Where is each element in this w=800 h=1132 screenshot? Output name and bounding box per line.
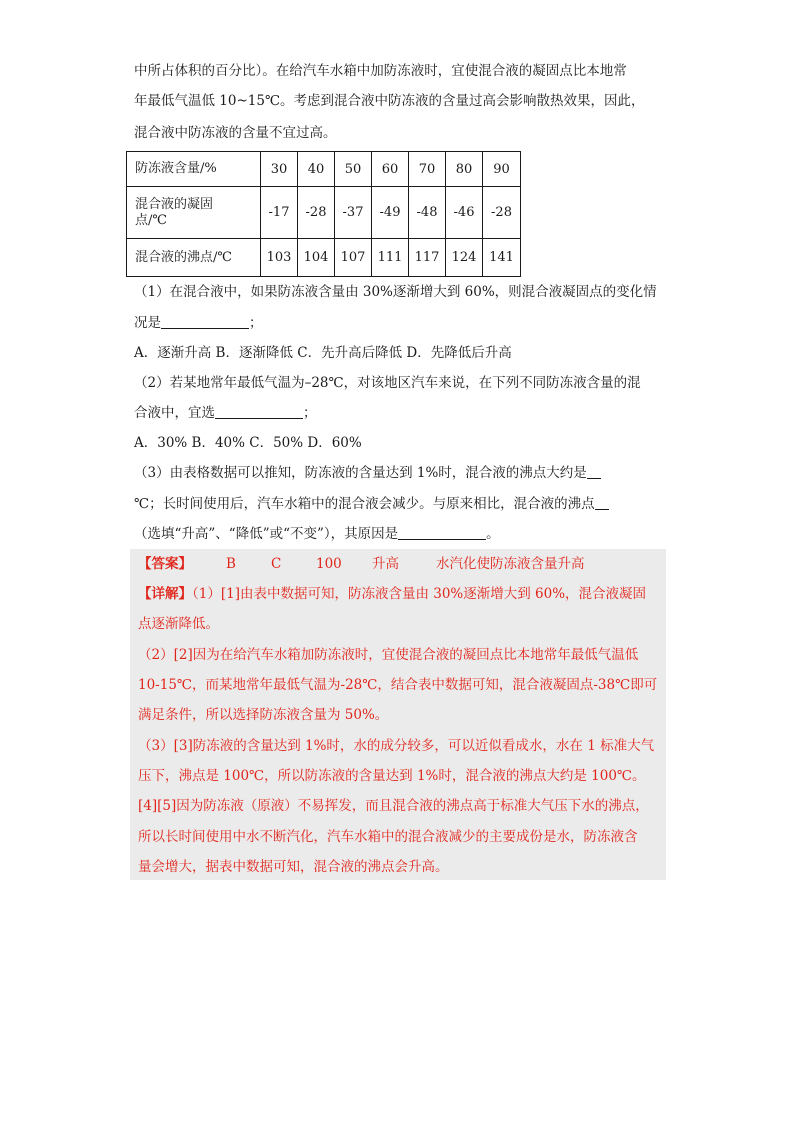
question-1-text: （1）在混合液中，如果防冻液含量由 30%逐渐增大到 60%，则混合液凝固点的变化情	[134, 284, 657, 300]
table-cell: 111	[372, 239, 409, 277]
table-row	[127, 239, 521, 277]
table-row	[127, 187, 521, 239]
explanation-line: 满足条件，所以选择防冻液含量为 50%。	[138, 707, 389, 723]
explanation-tag: 【详解】	[138, 586, 192, 602]
explanation-line: 10-15℃，而某地常年最低气温为-28℃，结合表中数据可知，混合液凝固点-38℃即可	[138, 677, 658, 693]
answer-blank[interactable]	[398, 525, 486, 540]
table-cell: 60	[372, 152, 409, 187]
table-cell: 90	[483, 152, 521, 187]
answer-tag: 【答案】	[138, 556, 192, 572]
table-cell: 70	[409, 152, 446, 187]
explanation-line: 量会增大，据表中数据可知，混合液的沸点会升高。	[138, 859, 449, 875]
explanation-line: 点逐渐降低。	[138, 616, 219, 632]
table-cell: -48	[409, 187, 446, 239]
table-cell: 107	[335, 239, 372, 277]
explanation-text: （1）[1]由表中数据可知，防冻液含量由 30%逐渐增大到 60%，混合液凝固	[192, 586, 647, 602]
table-row	[127, 152, 521, 187]
answer-blank[interactable]	[595, 495, 609, 510]
answer-item: 100	[316, 556, 342, 572]
table-cell: 103	[261, 239, 298, 277]
explanation-line: （2）[2]因为在给汽车水箱加防冻液时，宜使混合液的凝回点比本地常年最低气温低	[138, 647, 639, 663]
question-1-prompt	[134, 313, 263, 333]
row-header	[127, 187, 261, 239]
table-cell: 50	[335, 152, 372, 187]
answer-item: C	[271, 556, 282, 572]
question-3-text-c: （选填“升高”、“降低”或“不变”），其原因是	[134, 526, 399, 542]
explanation-line: 压下，沸点是 100℃，所以防冻液的含量达到 1%时，混合液的沸点大约是 100℃。	[138, 768, 646, 784]
table-cell: -17	[261, 187, 298, 239]
answer-item: 水汽化使防冻液含量升高	[436, 556, 585, 572]
table-cell: 141	[483, 239, 521, 277]
row-header: 混合液的沸点/℃	[127, 239, 261, 277]
question-2-options: A．30% B．40% C．50% D．60%	[134, 435, 362, 451]
question-3-text-c-line	[134, 524, 500, 544]
question-1-options: A．逐渐升高 B．逐渐降低 C．先升高后降低 D．先降低后升高	[134, 345, 512, 361]
punctuation: 。	[486, 526, 500, 542]
row-header-part: 混合液的凝固	[135, 196, 214, 212]
table-cell: -28	[298, 187, 335, 239]
answer-line	[138, 554, 658, 574]
table-cell: -28	[483, 187, 521, 239]
table-cell: 124	[446, 239, 483, 277]
answer-blank[interactable]	[161, 314, 249, 329]
table-cell: 40	[298, 152, 335, 187]
answer-item: 升高	[372, 556, 399, 572]
explanation-line: （3）[3]防冻液的含量达到 1%时，水的成分较多，可以近似看成水，水在 1 标准大气	[138, 738, 655, 754]
table-cell: -37	[335, 187, 372, 239]
table-cell: 30	[261, 152, 298, 187]
table-cell: -49	[372, 187, 409, 239]
punctuation: ；	[249, 315, 263, 331]
question-3-text-b: ℃；长时间使用后，汽车水箱中的混合液会减少。与原来相比，混合液的沸点	[134, 496, 595, 512]
question-3-text-a: （3）由表格数据可以推知，防冻液的含量达到 1%时，混合液的沸点大约是	[134, 465, 587, 481]
table-cell: 117	[409, 239, 446, 277]
intro-line-2: 年最低气温低 10~15℃。考虑到混合液中防冻液的含量过高会影响散热效果，因此，	[134, 93, 645, 109]
table-cell: 104	[298, 239, 335, 277]
question-2-prompt-text: 合液中，宜选	[134, 405, 215, 421]
question-3-text	[134, 463, 601, 483]
intro-line-1: 中所占体积的百分比）。在给汽车水箱中加防冻液时，宜使混合液的凝固点比本地常	[134, 63, 627, 79]
explanation-line: 所以长时间使用中水不断汽化，汽车水箱中的混合液减少的主要成份是水，防冻液含	[138, 829, 638, 845]
question-3-text-b-line	[134, 494, 609, 514]
punctuation: ；	[303, 405, 317, 421]
question-1-prompt-text: 况是	[134, 315, 161, 331]
question-2-text: （2）若某地常年最低气温为–28℃，对该地区汽车来说，在下列不同防冻液含量的混	[134, 375, 641, 391]
row-header: 防冻液含量/%	[127, 152, 261, 187]
question-2-prompt	[134, 403, 317, 423]
answer-blank[interactable]	[587, 464, 601, 479]
table-cell: 80	[446, 152, 483, 187]
data-table	[126, 151, 521, 277]
answer-item: B	[226, 556, 236, 572]
table-cell: -46	[446, 187, 483, 239]
answer-blank[interactable]	[215, 404, 303, 419]
explanation-line: [4][5]因为防冻液（原液）不易挥发，而且混合液的沸点高于标准大气压下水的沸点，	[138, 798, 649, 814]
row-header-part: 点/℃	[135, 212, 167, 228]
intro-line-3: 混合液中防冻液的含量不宜过高。	[134, 125, 337, 141]
explanation-line	[138, 584, 646, 604]
